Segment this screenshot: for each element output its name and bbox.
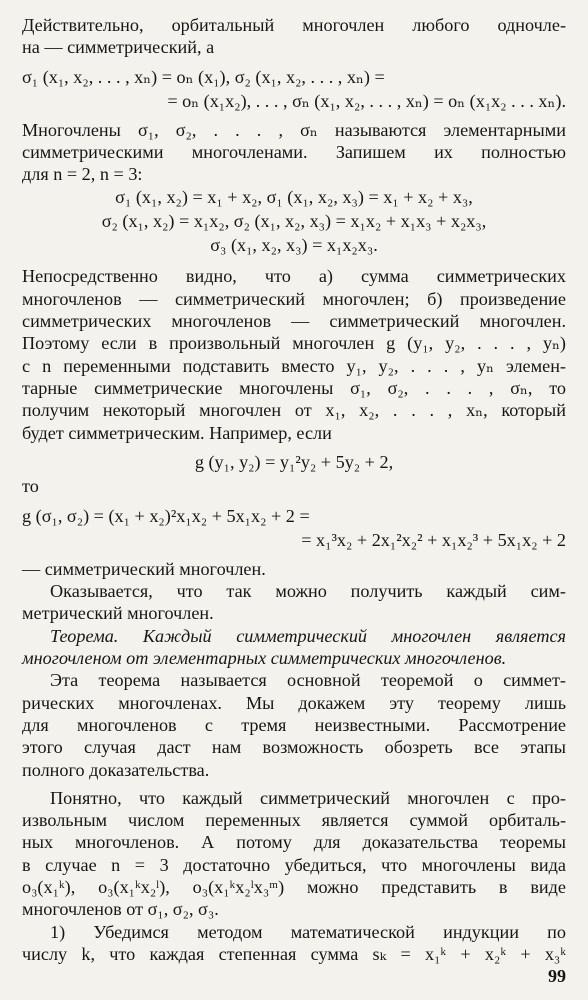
paragraph-reduction: [22, 787, 566, 921]
text-line: числу k, что каждая степенная сумма sₖ = x₁ᵏ + x₂ᵏ + x₃ᵏ: [22, 943, 566, 964]
text-line: извольным числом переменных является суммой орбиталь-: [22, 810, 566, 831]
text-line: на — симметрический, а: [22, 37, 215, 58]
paragraph-fundamental-theorem: [22, 669, 566, 780]
text-line: для n = 2, n = 3:: [22, 164, 143, 185]
text-line: в случае n = 3 достаточно убедиться, что многочлены вида: [22, 854, 566, 875]
formula-line: = x₁³x₂ + 2x₁²x₂² + x₁x₂³ + 5x₁x₂ + 2: [301, 529, 566, 550]
formula-line: = oₙ (x₁x₂), . . . , σₙ (x₁, x₂, . . . , xₙ) = oₙ (x₁x₂ . . . xₙ).: [167, 90, 566, 111]
text-line: ных многочленов. А потому для доказательства теоремы: [22, 832, 566, 853]
formula-line: g (σ₁, σ₂) = (x₁ + x₂)²x₁x₂ + 5x₁x₂ + 2 =: [22, 505, 310, 526]
formula-line: σ₁ (x₁, x₂) = x₁ + x₂, σ₁ (x₁, x₂, x₃) = x₁ + x₂ + x₃,: [115, 187, 473, 208]
formula-example-expansion: [22, 504, 566, 552]
formula-line: σ₃ (x₁, x₂, x₃) = x₁x₂x₃.: [210, 235, 378, 256]
text-line: симметрических многочленов — симметрический многочлен.: [22, 311, 566, 332]
text-line: многочленом от элементарных симметрических многочленов.: [22, 648, 507, 669]
text-line: этого случая даст нам возможность обозреть все этапы: [22, 737, 566, 758]
text-line: o₃(x₁ᵏ), o₃(x₁ᵏx₂ˡ), o₃(x₁ᵏx₂ˡx₃ᵐ) можно представить в виде: [22, 877, 566, 898]
paragraph-substitution: [22, 265, 566, 443]
text-line: Понятно, что каждый симметрический многочлен с про-: [50, 787, 566, 808]
paragraph-orbital: [22, 14, 566, 59]
theorem-statement: [22, 625, 566, 670]
paragraph-elementary-definition: [22, 119, 566, 186]
formula-example-g: g (y₁, y₂) = y₁²y₂ + 5y₂ + 2,: [194, 451, 394, 472]
formula-line: σ₁ (x₁, x₂, . . . , xₙ) = oₙ (x₁), σ₂ (x₁, x₂, . . . , xₙ) =: [22, 66, 385, 87]
paragraph-claim: [22, 580, 566, 625]
formula-elementary-orbital: [22, 65, 566, 113]
text-line: многочленов — симметрический многочлен; б) произведение: [22, 288, 566, 309]
text-line: Поэтому если в произвольный многочлен g (y₁, y₂, . . . , yₙ): [22, 333, 566, 354]
text-line: Теорема. Каждый симметрический многочлен является: [50, 625, 566, 646]
page-number: 99: [548, 966, 566, 986]
text-line: — симметрический многочлен.: [22, 558, 266, 579]
text-line: полного доказательства.: [22, 759, 210, 780]
text-to: то: [22, 475, 39, 496]
text-line: многочленов от σ₁, σ₂, σ₃.: [22, 899, 219, 920]
text-line: симметрическими многочленами. Запишем их полностью: [22, 141, 566, 162]
text-line: Эта теорема называется основной теоремой о симмет-: [50, 670, 566, 691]
paragraph-induction: [22, 921, 566, 966]
formula-line: σ₂ (x₁, x₂) = x₁x₂, σ₂ (x₁, x₂, x₃) = x₁x₂ + x₁x₃ + x₂x₃,: [101, 211, 487, 232]
text-line: с n переменными подставить вместо y₁, y₂, . . . , yₙ элемен-: [22, 355, 566, 376]
text-line: для многочленов с тремя неизвестными. Рассмотрение: [22, 714, 566, 735]
text-line: будет симметрическим. Например, если: [22, 422, 332, 443]
text-line: получим некоторый многочлен от x₁, x₂, . . . , xₙ, который: [22, 400, 566, 421]
text-line: Многочлены σ₁, σ₂, . . . , σₙ называются элементарными: [22, 119, 566, 140]
text-line: рических многочленах. Мы докажем эту теорему лишь: [22, 692, 566, 713]
text-line: Непосредственно видно, что а) сумма симметрических: [22, 266, 566, 287]
text-line: тарные симметрические многочлены σ₁, σ₂, . . . , σₙ, то: [22, 377, 566, 398]
formula-elementary-list: [22, 185, 566, 257]
text-line: Оказывается, что так можно получить каждый сим-: [50, 581, 566, 602]
text-line: метрический многочлен.: [22, 603, 214, 624]
text-line: 1) Убедимся методом математической индукции по: [50, 921, 566, 942]
text-line: Действительно, орбитальный многочлен любого одночле-: [22, 15, 566, 35]
